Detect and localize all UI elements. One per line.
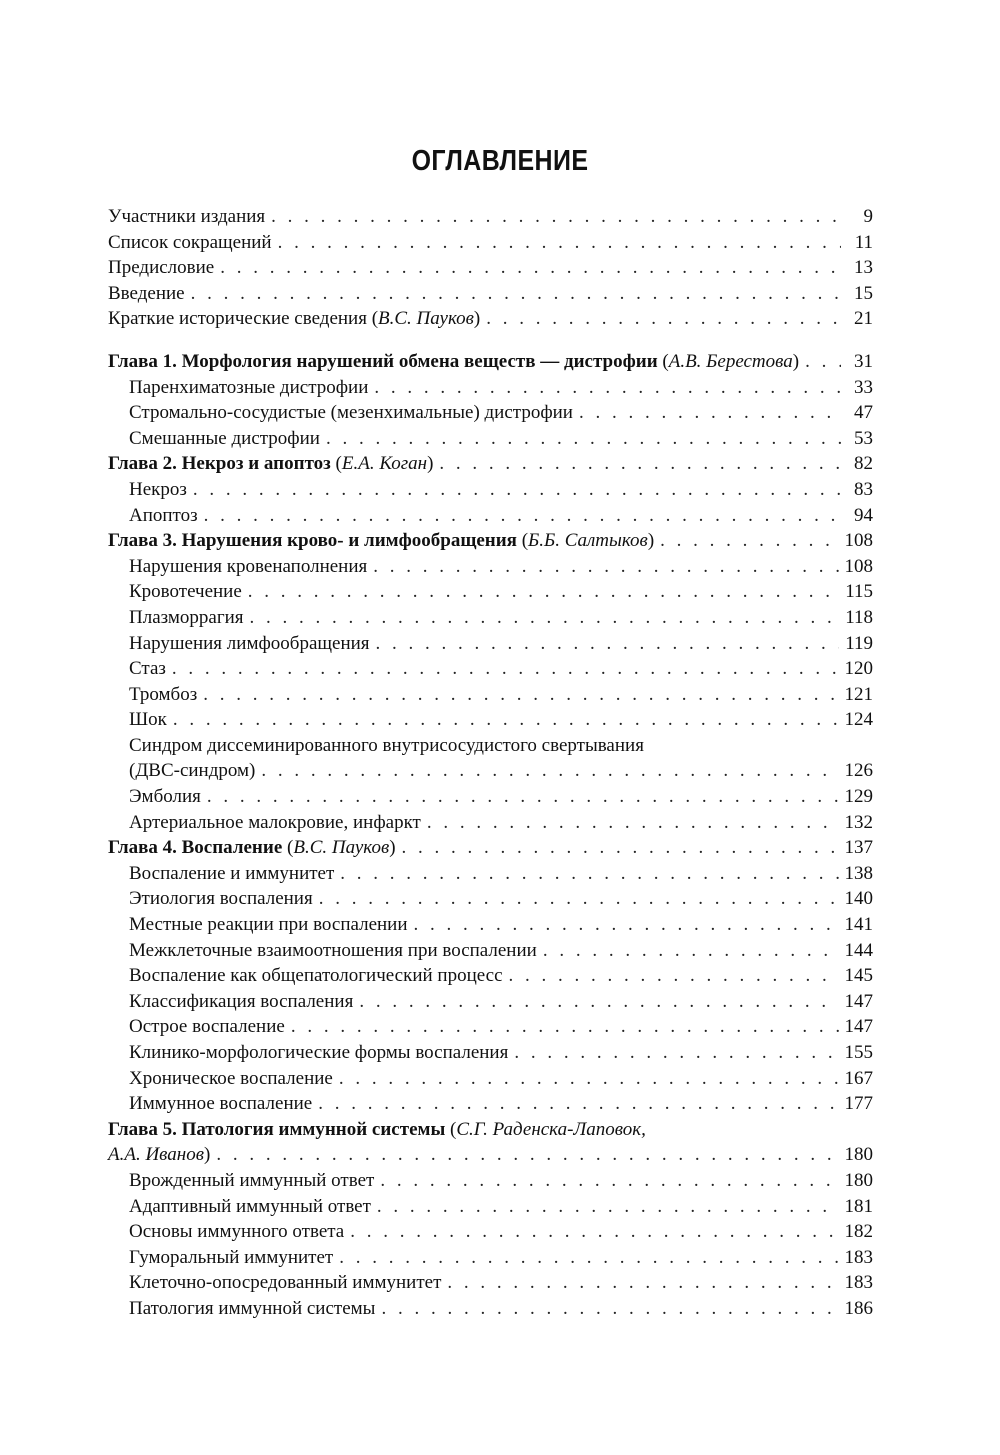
toc-chapter-5[interactable]: Глава 5. Патология иммунной системы (С.Г. Раденска-Лаповок, bbox=[108, 1118, 646, 1140]
entry-title: Краткие исторические сведения (В.С. Пауков) bbox=[108, 308, 481, 330]
chapter-title: Глава 5. Патология иммунной системы bbox=[108, 1118, 446, 1140]
section-title: Плазморрагия bbox=[129, 606, 244, 628]
page-number: 167 bbox=[844, 1067, 873, 1089]
toc-section[interactable] bbox=[108, 938, 873, 964]
dot-leader bbox=[271, 204, 841, 230]
dot-leader bbox=[248, 579, 839, 605]
dot-leader bbox=[380, 1168, 838, 1194]
chapter-author: С.Г. Раденска-Лаповок, bbox=[456, 1118, 646, 1140]
section-title: Воспаление как общепатологический процесс bbox=[129, 965, 503, 987]
entry-title: Предисловие bbox=[108, 257, 215, 279]
section-title: Нарушения лимфообращения bbox=[129, 632, 370, 654]
page-number: 94 bbox=[854, 504, 873, 526]
toc-section[interactable] bbox=[108, 1194, 873, 1220]
dot-leader bbox=[326, 426, 841, 452]
section-title: Стаз bbox=[129, 658, 166, 680]
page-number: 147 bbox=[844, 990, 873, 1012]
toc-section[interactable] bbox=[108, 682, 873, 708]
dot-leader bbox=[805, 349, 841, 375]
dot-leader bbox=[350, 1219, 838, 1245]
section-title: Клинико-морфологические формы воспаления bbox=[129, 1042, 509, 1063]
toc-section[interactable] bbox=[108, 912, 873, 938]
page-number: 31 bbox=[854, 350, 873, 372]
section-title: Этиология воспаления bbox=[129, 888, 313, 910]
section-title: Шок bbox=[129, 709, 167, 731]
section-title: Межклеточные взаимоотношения при воспалении bbox=[129, 939, 537, 961]
page-number: 155 bbox=[844, 1042, 873, 1063]
section-title: Иммунное воспаление bbox=[129, 1093, 313, 1115]
toc-section[interactable] bbox=[108, 1066, 873, 1092]
page-number: 182 bbox=[844, 1221, 873, 1243]
dot-leader bbox=[250, 605, 840, 631]
section-title-line[interactable]: Синдром диссеминированного внутрисосудистого свертывания bbox=[129, 734, 644, 756]
dot-leader bbox=[660, 528, 838, 554]
entry-title: Введение bbox=[108, 282, 185, 304]
page-number: 121 bbox=[844, 683, 873, 705]
section-title: Стромально-сосудистые (мезенхимальные) дистрофии bbox=[129, 402, 573, 424]
page-number: 118 bbox=[845, 606, 873, 628]
section-title: Воспаление и иммунитет bbox=[129, 862, 335, 884]
section-title: Эмболия bbox=[129, 786, 201, 808]
page-number: 11 bbox=[854, 231, 873, 253]
section-title: Врожденный иммунный ответ bbox=[129, 1169, 375, 1191]
dot-leader bbox=[291, 1014, 839, 1040]
dot-leader bbox=[173, 707, 839, 733]
section-title: Адаптивный иммунный ответ bbox=[129, 1195, 371, 1217]
dot-leader bbox=[373, 554, 838, 580]
dot-leader bbox=[509, 963, 839, 989]
dot-leader bbox=[486, 306, 841, 332]
toc-section[interactable] bbox=[108, 861, 873, 887]
toc-section[interactable] bbox=[108, 631, 873, 657]
page-number: 132 bbox=[844, 811, 873, 833]
section-title: Острое воспаление bbox=[129, 1016, 285, 1038]
chapter-title: Глава 1. Морфология нарушений обмена веществ — дистрофии (А.В. Берестова) bbox=[108, 350, 800, 372]
dot-leader bbox=[427, 810, 839, 836]
toc-section[interactable] bbox=[108, 784, 873, 810]
section-title: Смешанные дистрофии bbox=[129, 427, 320, 449]
toc-section[interactable] bbox=[108, 1245, 873, 1271]
section-title: Кровотечение bbox=[129, 581, 242, 603]
page-number: 147 bbox=[844, 1016, 873, 1038]
toc-section[interactable] bbox=[108, 605, 873, 631]
toc-section[interactable] bbox=[108, 963, 873, 989]
toc-section[interactable] bbox=[108, 426, 873, 452]
toc-section[interactable] bbox=[108, 886, 873, 912]
page-number: 13 bbox=[854, 257, 873, 279]
dot-leader bbox=[339, 1245, 838, 1271]
dot-leader bbox=[278, 230, 841, 256]
toc-section[interactable] bbox=[108, 503, 873, 529]
dot-leader bbox=[543, 938, 839, 964]
chapter-author: В.С. Пауков bbox=[293, 837, 390, 859]
section-title: Тромбоз bbox=[129, 683, 198, 705]
entry-author: В.С. Пауков bbox=[378, 308, 474, 330]
toc-section[interactable] bbox=[108, 1219, 873, 1245]
chapter-author: Б.Б. Салтыков bbox=[528, 530, 648, 552]
dot-leader bbox=[220, 255, 841, 281]
page-number: 124 bbox=[844, 709, 873, 731]
page-number: 180 bbox=[844, 1144, 873, 1166]
table-of-contents bbox=[108, 204, 873, 1322]
toc-section[interactable] bbox=[108, 400, 873, 426]
dot-leader bbox=[579, 400, 841, 426]
dot-leader bbox=[207, 784, 839, 810]
toc-section[interactable] bbox=[108, 1296, 873, 1322]
dot-leader bbox=[414, 912, 839, 938]
page-number: 138 bbox=[844, 862, 873, 884]
dot-leader bbox=[374, 375, 841, 401]
page-number: 9 bbox=[863, 206, 873, 227]
section-title: Паренхиматозные дистрофии bbox=[129, 376, 369, 398]
dot-leader bbox=[376, 631, 840, 657]
section-title: (ДВС-синдром) bbox=[129, 760, 256, 782]
toc-section[interactable] bbox=[108, 707, 873, 733]
page-number: 183 bbox=[844, 1246, 873, 1268]
dot-leader bbox=[439, 451, 841, 477]
toc-entry[interactable] bbox=[108, 230, 873, 256]
chapter-author-line: А.А. Иванов) bbox=[108, 1144, 211, 1166]
page-number: 177 bbox=[844, 1093, 873, 1115]
page-number: 186 bbox=[844, 1297, 873, 1319]
dot-leader bbox=[514, 1040, 838, 1066]
toc-section[interactable] bbox=[108, 1014, 873, 1040]
toc-entry[interactable] bbox=[108, 255, 873, 281]
toc-section[interactable] bbox=[108, 758, 873, 784]
dot-leader bbox=[402, 835, 839, 861]
toc-section[interactable] bbox=[108, 579, 873, 605]
toc-section[interactable] bbox=[108, 656, 873, 682]
section-title: Хроническое воспаление bbox=[129, 1067, 333, 1089]
entry-title: Список сокращений bbox=[108, 231, 272, 253]
toc-section[interactable] bbox=[108, 810, 873, 836]
section-title: Патология иммунной системы bbox=[129, 1297, 376, 1319]
dot-leader bbox=[172, 656, 839, 682]
page-number: 21 bbox=[854, 308, 873, 330]
page-number: 120 bbox=[844, 658, 873, 680]
entry-title: Участники издания bbox=[108, 206, 266, 227]
page-number: 181 bbox=[844, 1195, 873, 1217]
page-number: 108 bbox=[844, 555, 873, 577]
page-number: 108 bbox=[844, 530, 873, 552]
page-number: 15 bbox=[854, 282, 873, 304]
toc-section[interactable] bbox=[108, 989, 873, 1015]
page-number: 144 bbox=[844, 939, 873, 961]
chapter-author: А.В. Берестова bbox=[668, 350, 793, 372]
section-title: Классификация воспаления bbox=[129, 990, 354, 1012]
page-number: 137 bbox=[844, 837, 873, 859]
toc-entry[interactable] bbox=[108, 281, 873, 307]
dot-leader bbox=[381, 1296, 838, 1322]
section-title: Некроз bbox=[129, 478, 187, 500]
page-number: 126 bbox=[844, 760, 873, 782]
dot-leader bbox=[339, 1066, 839, 1092]
chapter-title: Глава 3. Нарушения крово- и лимфообращения (Б.Б. Салтыков) bbox=[108, 530, 655, 552]
toc-chapter-5-cont[interactable] bbox=[108, 1142, 873, 1168]
toc-chapter-4[interactable] bbox=[108, 835, 873, 861]
dot-leader bbox=[193, 477, 841, 503]
toc-entry[interactable] bbox=[108, 204, 873, 230]
toc-section[interactable] bbox=[108, 477, 873, 503]
chapter-title: Глава 2. Некроз и апоптоз (Е.А. Коган) bbox=[108, 453, 434, 475]
toc-section[interactable] bbox=[108, 1040, 873, 1066]
toc-section[interactable] bbox=[108, 375, 873, 401]
dot-leader bbox=[261, 758, 838, 784]
page-number: 145 bbox=[844, 965, 873, 987]
toc-entry[interactable] bbox=[108, 306, 873, 332]
page-number: 83 bbox=[854, 478, 873, 500]
page-number: 180 bbox=[844, 1169, 873, 1191]
page-number: 129 bbox=[844, 786, 873, 808]
dot-leader bbox=[319, 886, 839, 912]
page-number: 119 bbox=[845, 632, 873, 654]
page-number: 47 bbox=[854, 402, 873, 424]
dot-leader bbox=[447, 1270, 838, 1296]
section-title: Клеточно-опосредованный иммунитет bbox=[129, 1272, 442, 1294]
page-number: 140 bbox=[844, 888, 873, 910]
toc-section[interactable] bbox=[108, 1168, 873, 1194]
page-number: 53 bbox=[854, 427, 873, 449]
page-number: 33 bbox=[854, 376, 873, 398]
dot-leader bbox=[203, 682, 838, 708]
toc-section[interactable] bbox=[108, 554, 873, 580]
toc-section[interactable] bbox=[108, 1270, 873, 1296]
section-title: Основы иммунного ответа bbox=[129, 1221, 345, 1243]
page-number: 183 bbox=[844, 1272, 873, 1294]
dot-leader bbox=[216, 1142, 838, 1168]
section-title: Апоптоз bbox=[129, 504, 198, 526]
chapter-author: Е.А. Коган bbox=[341, 453, 428, 475]
dot-leader bbox=[340, 861, 838, 887]
toc-section[interactable] bbox=[108, 1091, 873, 1117]
section-title: Артериальное малокровие, инфаркт bbox=[129, 811, 421, 833]
section-title: Нарушения кровенаполнения bbox=[129, 555, 368, 577]
dot-leader bbox=[204, 503, 841, 529]
page-number: 115 bbox=[845, 581, 873, 603]
dot-leader bbox=[359, 989, 838, 1015]
toc-chapter-2[interactable] bbox=[108, 451, 873, 477]
section-title: Гуморальный иммунитет bbox=[129, 1246, 334, 1268]
toc-chapter-3[interactable] bbox=[108, 528, 873, 554]
dot-leader bbox=[318, 1091, 838, 1117]
chapter-title: Глава 4. Воспаление (В.С. Пауков) bbox=[108, 837, 396, 859]
section-title: Местные реакции при воспалении bbox=[129, 914, 408, 936]
page-title: ОГЛАВЛЕНИЕ bbox=[411, 145, 589, 177]
page-number: 82 bbox=[854, 453, 873, 475]
page-number: 141 bbox=[844, 914, 873, 936]
dot-leader bbox=[377, 1194, 839, 1220]
toc-chapter-1[interactable] bbox=[108, 349, 873, 375]
dot-leader bbox=[191, 281, 841, 307]
